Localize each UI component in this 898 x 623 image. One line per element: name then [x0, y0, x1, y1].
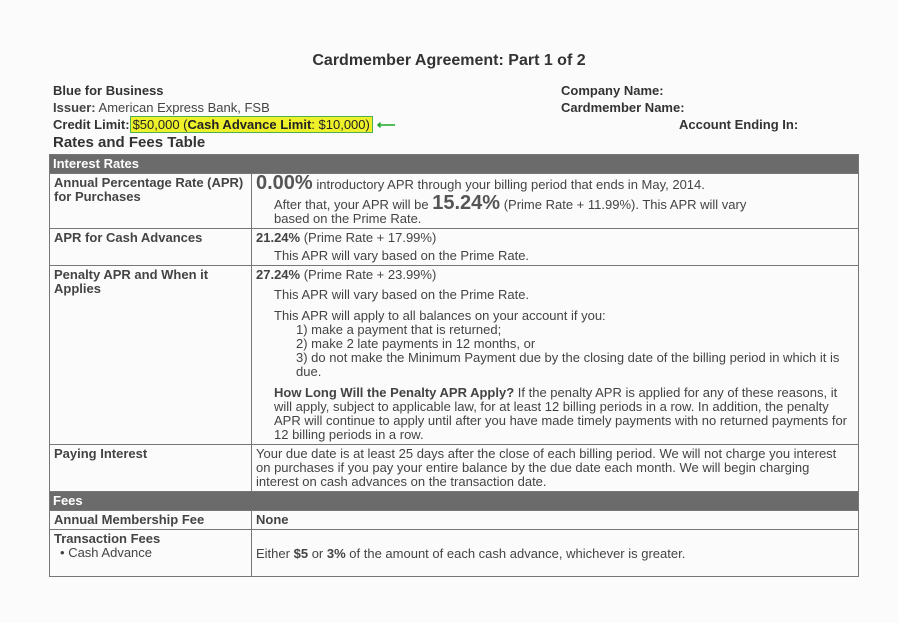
penalty-apr-rate: 27.24%: [256, 267, 301, 282]
credit-limit-label: Credit Limit:: [53, 117, 130, 132]
after-rate: 15.24%: [432, 192, 501, 214]
header-right: [561, 82, 798, 133]
issuer-line: [53, 99, 395, 116]
after-prefix: After that, your APR will be: [274, 197, 429, 212]
table-row-annual-fee: [50, 511, 859, 530]
transaction-fees-value: [252, 530, 859, 577]
fee-or: or: [311, 546, 324, 561]
cash-apr-vary: This APR will vary based on the Prime Rate.: [274, 248, 530, 263]
cash-apr-rate: 21.24%: [256, 230, 301, 245]
paying-interest-text: Your due date is at least 25 days after the close of each billing period. We will not charge you interest on purchases if you pay your entire balance by the due date each month. We will begin charging interest on cash advances on the transaction date.: [252, 445, 859, 492]
cardmember-name-label: Cardmember Name:: [561, 100, 685, 115]
fee-prefix: Either: [256, 546, 290, 561]
credit-limit-line: [53, 116, 395, 133]
fee-amount-percent: 3%: [326, 546, 346, 561]
cash-apr-value: [252, 229, 859, 266]
credit-limit-highlight: $50,000 (Cash Advance Limit: $10,000): [130, 116, 373, 133]
table-row-transaction-fees: [50, 530, 859, 577]
section-header-interest: Interest Rates: [50, 155, 859, 174]
penalty-applies: This APR will apply to all balances on your account if you:: [274, 308, 606, 323]
table-row-paying-interest: [50, 445, 859, 492]
transaction-fees-cell: [50, 530, 252, 577]
after-tail: based on the Prime Rate.: [274, 211, 422, 226]
fee-amount-flat: $5: [293, 546, 309, 561]
intro-rate: 0.00%: [256, 172, 313, 194]
how-long-title: How Long Will the Penalty APR Apply?: [274, 385, 515, 400]
cash-apr-label: APR for Cash Advances: [50, 229, 252, 266]
cash-advance-value: : $10,000): [311, 117, 370, 132]
after-suffix: (Prime Rate + 11.99%). This APR will vary: [503, 197, 747, 212]
fee-suffix: of the amount of each cash advance, whichever is greater.: [349, 546, 686, 561]
penalty-apr-label: Penalty APR and When it Applies: [50, 266, 252, 445]
company-name-label: Company Name:: [561, 83, 664, 98]
cash-advance-item-label: Cash Advance: [68, 545, 153, 560]
annual-fee-value: None: [252, 511, 859, 530]
table-row-penalty-apr: [50, 266, 859, 445]
annual-fee-label: Annual Membership Fee: [50, 511, 252, 530]
rates-fees-title: Rates and Fees Table: [53, 134, 206, 151]
transaction-fees-label: Transaction Fees: [54, 531, 161, 546]
issuer-value: American Express Bank, FSB: [98, 100, 270, 115]
cash-apr-note: (Prime Rate + 17.99%): [303, 230, 437, 245]
how-long-text: If the penalty APR is applied for any of these reasons, it will apply, subject to applicable law, for at least 12 billing periods in a row. In addition, the penalty APR will continue to apply until after you have made timely payments with no returned payments for 12 billing periods in a row.: [274, 385, 848, 442]
intro-text: introductory APR through your billing period that ends in May, 2014.: [316, 177, 705, 192]
list-item: 2) make 2 late payments in 12 months, or: [296, 336, 536, 351]
issuer-label: Issuer:: [53, 100, 96, 115]
cash-advance-item: [54, 546, 247, 560]
list-item: 3) do not make the Minimum Payment due by the closing date of the billing period in which it is due.: [296, 350, 840, 379]
table-row-cash-apr: [50, 229, 859, 266]
purchase-apr-label: Annual Percentage Rate (APR) for Purchases: [50, 174, 252, 229]
how-long-paragraph: [256, 386, 854, 442]
list-item: 1) make a payment that is returned;: [296, 322, 502, 337]
cash-advance-label: Cash Advance Limit: [187, 117, 312, 132]
product-name: Blue for Business: [53, 83, 164, 98]
header-left: [53, 82, 395, 133]
rates-fees-table: [49, 154, 859, 577]
purchase-apr-value: [252, 174, 859, 229]
document-title: Cardmember Agreement: Part 1 of 2: [312, 52, 586, 69]
account-ending-label: Account Ending In:: [679, 117, 799, 132]
penalty-apr-value: [252, 266, 859, 445]
credit-limit-value: $50,000: [132, 117, 180, 132]
paying-interest-label: Paying Interest: [50, 445, 252, 492]
penalty-apr-note: (Prime Rate + 23.99%): [303, 267, 437, 282]
section-header-fees: Fees: [50, 492, 859, 511]
arrow-left-icon: ⟵: [376, 117, 396, 132]
table-row-purchase-apr: [50, 174, 859, 229]
penalty-vary: This APR will vary based on the Prime Rate.: [274, 287, 530, 302]
bullet-icon: •: [60, 545, 65, 560]
